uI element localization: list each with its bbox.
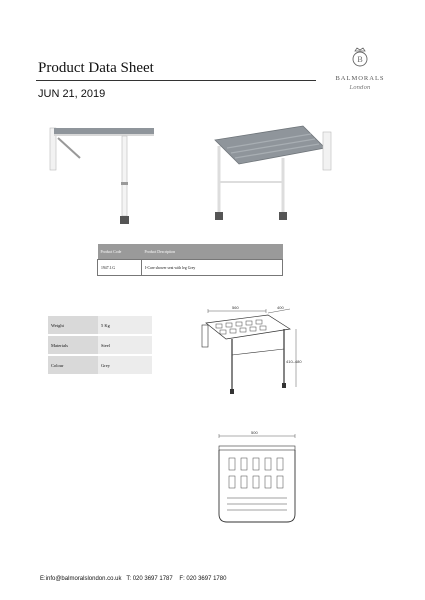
product-angle-image [205,112,340,230]
dim-plan-width-label: 500 [251,430,258,435]
spec-label: Colour [48,355,98,374]
brand-logo [332,46,388,91]
table-row [48,335,152,355]
product-side-image [40,118,160,228]
document-date: JUN 21, 2019 [38,88,106,100]
spec-value: 5 Kg [98,316,152,335]
table-row [48,355,152,374]
dim-depth-label: 400 [277,305,284,310]
contact-footer: E:info@balmoralslondon.co.uk T: 020 3697 1787 F: 020 3697 1780 [40,576,227,582]
page-title: Product Data Sheet [38,60,154,76]
product-code-cell: 1947.1.G [98,260,142,276]
title-rule [36,80,316,81]
dim-height-label: 410–480 [286,359,302,364]
table-row [98,260,283,276]
spec-label: Materials [48,335,98,355]
header-product-description: Product Description [142,244,283,260]
spec-table [48,316,152,374]
spec-value: Steel [98,335,152,355]
product-code-table [97,244,283,276]
crest-icon [349,46,371,68]
plan-drawing [215,428,299,526]
product-description-cell: I-Care shower seat with leg Grey [142,260,283,276]
dimension-drawing [192,305,304,397]
brand-city: London [349,85,371,91]
table-row [48,316,152,335]
brand-name: BALMORALS [335,75,385,82]
header-product-code: Product Code [98,244,142,260]
svg-text:B: B [357,55,363,64]
spec-value: Grey [98,355,152,374]
spec-label: Weight [48,316,98,335]
dim-width-label: 560 [232,305,239,310]
